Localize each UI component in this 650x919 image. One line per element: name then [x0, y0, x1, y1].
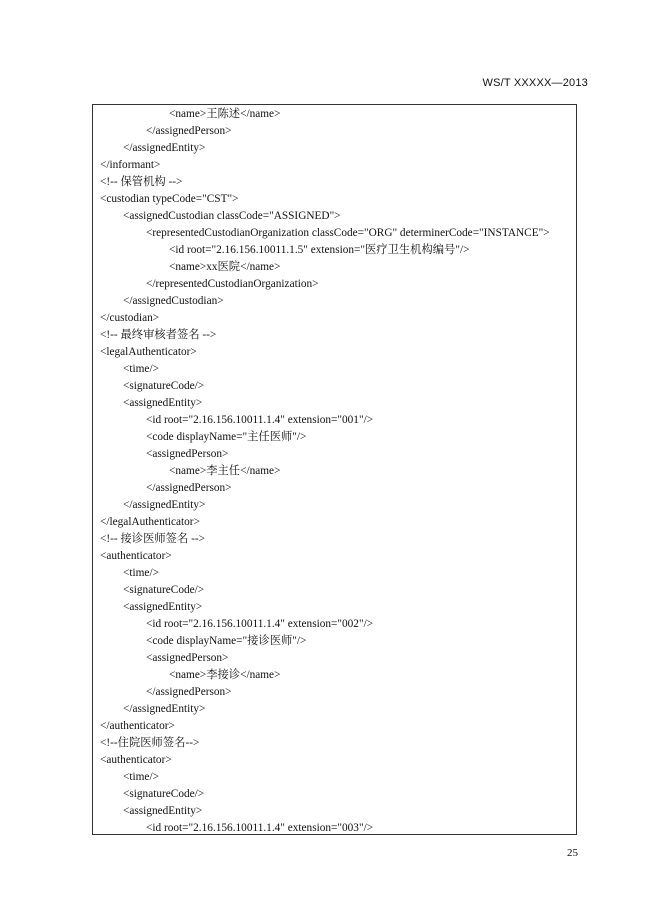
code-line: <time/> — [123, 771, 159, 783]
code-line: <custodian typeCode="CST"> — [100, 193, 239, 205]
code-line: </custodian> — [100, 312, 160, 324]
code-line: <assignedPerson> — [146, 448, 229, 460]
code-line: <assignedPerson> — [146, 652, 229, 664]
code-line: <code displayName="主任医师"/> — [146, 431, 307, 443]
code-line: <!-- 接诊医师签名 --> — [100, 533, 205, 545]
code-line: <authenticator> — [100, 550, 172, 562]
code-line: <authenticator> — [100, 754, 172, 766]
code-line: </legalAuthenticator> — [100, 516, 200, 528]
code-line: <signatureCode/> — [123, 380, 205, 392]
code-line: </representedCustodianOrganization> — [146, 278, 319, 290]
code-line: </assignedPerson> — [146, 686, 232, 698]
code-line: </authenticator> — [100, 720, 175, 732]
code-line: </informant> — [100, 159, 161, 171]
code-line: <representedCustodianOrganization classCode="ORG" determinerCode="INSTANCE"> — [146, 227, 550, 239]
code-line: <name>李主任</name> — [169, 465, 281, 477]
code-line: <!--住院医师签名--> — [100, 737, 200, 749]
code-line: <name>李接诊</name> — [169, 669, 281, 681]
code-line: </assignedPerson> — [146, 125, 232, 137]
code-line: </assignedEntity> — [123, 703, 206, 715]
code-line: <id root="2.16.156.10011.1.4" extension="001"/> — [146, 414, 374, 426]
code-line: <!-- 最终审核者签名 --> — [100, 329, 217, 341]
code-line: </assignedEntity> — [123, 499, 206, 511]
document-code-header: WS/T XXXXX—2013 — [482, 77, 588, 89]
code-line: <signatureCode/> — [123, 584, 205, 596]
code-line: <assignedEntity> — [123, 397, 203, 409]
code-line: </assignedPerson> — [146, 482, 232, 494]
code-line: <code displayName="接诊医师"/> — [146, 635, 307, 647]
code-line: <id root="2.16.156.10011.1.4" extension="002"/> — [146, 618, 374, 630]
code-line: </assignedCustodian> — [123, 295, 224, 307]
code-listing-frame — [92, 104, 577, 835]
code-line: <name>xx医院</name> — [169, 261, 281, 273]
code-line: <!-- 保管机构 --> — [100, 176, 183, 188]
code-line: <assignedEntity> — [123, 805, 203, 817]
code-line: <legalAuthenticator> — [100, 346, 197, 358]
code-line: <signatureCode/> — [123, 788, 205, 800]
code-line: <id root="2.16.156.10011.1.4" extension="003"/> — [146, 822, 374, 834]
code-line: <name>王陈述</name> — [169, 108, 281, 120]
code-line: <assignedEntity> — [123, 601, 203, 613]
page-number: 25 — [567, 847, 578, 859]
code-line: </assignedEntity> — [123, 142, 206, 154]
code-line: <assignedCustodian classCode="ASSIGNED"> — [123, 210, 341, 222]
code-line: <time/> — [123, 567, 159, 579]
code-listing — [93, 106, 550, 837]
code-line: <time/> — [123, 363, 159, 375]
code-line: <id root="2.16.156.10011.1.5" extension="医疗卫生机构编号"/> — [169, 244, 470, 256]
